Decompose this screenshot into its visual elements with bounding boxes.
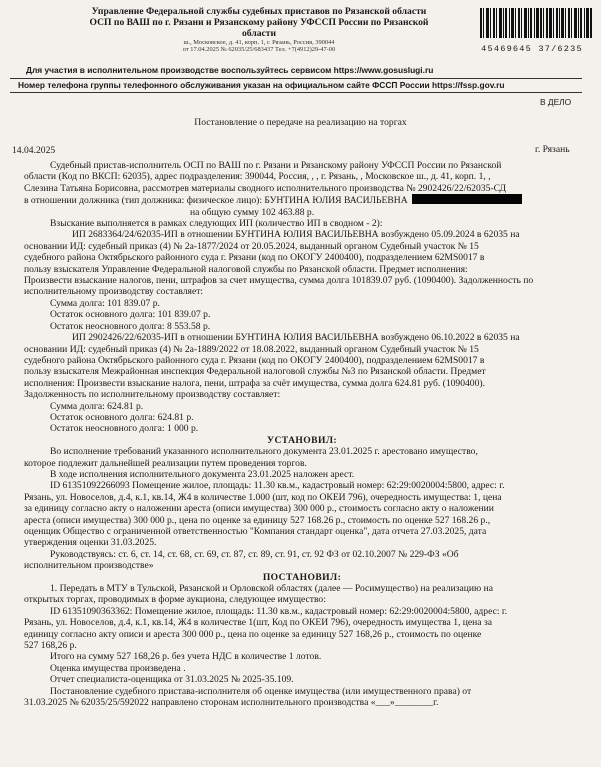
body-line: 31.03.2025 № 62035/25/592022 направлено сторонам исполнительного производства «___»________г.: [24, 697, 439, 709]
debt-other-line: Остаток неосновного долга: 8 553.58 р.: [50, 320, 211, 332]
total-amount-line: на общую сумму 102 463.88 р.: [190, 206, 315, 218]
body-line: Рязань, ул. Новоселов, д.4, к.1, кв.14, Ж4 в количестве 1(шт, Код по ОКЕИ 796), очередность имущества 1, цена за: [24, 617, 493, 629]
body-line: ИП 2902426/22/62035-ИП в отношении БУНТИНА ЮЛИЯ ВАСИЛЬЕВНА возбуждено 06.10.2022 в 62035 на: [72, 332, 520, 344]
body-line: пользу взыскателя Управление Федеральной налоговой службы по Рязанской области. Предмет исполнения:: [24, 263, 468, 275]
debt-sum-line: Сумма долга: 101 839.07 р.: [50, 297, 160, 309]
org-line-1: Управление Федеральной службы судебных приставов по Рязанской области: [91, 6, 427, 17]
body-line: оценщик Общество с ограниченной ответственностью "Компания стандарт оценка", дата отчета 27.03.2025, дата: [24, 526, 487, 537]
barcode-image: [480, 8, 592, 38]
body-line: исполнительному производству составляет:: [24, 286, 204, 298]
body-line: Произвести взыскание налогов, пени, штрафов за счет имущества, сумма долга 101839.07 руб. (1090400). Задолженность по: [24, 275, 534, 287]
body-line: Рязань, ул. Новоселов, д.4, к.1, кв.14, Ж4 в количестве 1.000 (шт, код по ОКЕИ 796), очередность имущества: 1, цена: [24, 491, 502, 503]
body-line: Во исполнение требований указанного исполнительного документа 23.01.2025 г. арестовано имущество,: [50, 446, 478, 458]
body-line: ID 61351092266093 Помещение жилое, площадь: 11.30 кв.м., кадастровый номер: 62:29:0020004:5800, адрес: г.: [50, 480, 505, 492]
document-city: г. Рязань: [535, 144, 570, 155]
debt-sum-line: Сумма долга: 624.81 р.: [50, 400, 144, 412]
debtor-text: в отношении должника (тип должника: физическое лицо): БУНТИНА ЮЛИЯ ВАСИЛЬЕВНА: [24, 195, 408, 207]
body-line: В ходе исполнения исполнительного документа 23.01.2025 наложен арест.: [50, 468, 355, 480]
body-line: 1. Передать в МТУ в Тульской, Рязанской и Орловской областях (далее — Росимущество) на реализацию на: [50, 583, 493, 595]
body-line: области (Код по ВКСП: 62035), адрес подразделения: 390044, Россия, , , г. Рязань, , Московское ш., д. 41, корп. 1, ,: [24, 171, 491, 183]
body-line: открытых торгах, проводимых в форме аукциона, следующее имущество:: [24, 594, 326, 606]
body-line: Судебный пристав-исполнитель ОСП по ВАШ по г. Рязани и Рязанскому району УФССП России по Рязанской: [50, 160, 502, 171]
body-line: основании ИД: судебный приказ (4) № 2а-1889/2022 от 18.08.2022, выданный органом Судебный участок № 15: [24, 343, 479, 355]
document-header: [24, 6, 494, 54]
org-line-3: области: [241, 28, 277, 39]
established-heading: УСТАНОВИЛ:: [267, 434, 337, 446]
body-line: исполнения: Произвести взыскание налога, пени, штрафа за счёт имущества, сумма долга 624.81 руб. (1090400).: [24, 377, 485, 389]
document-body: [24, 160, 580, 709]
body-line: за единицу согласно акту о наложении ареста (описи имущества) 300 000 р., стоимость согласно акту о наложении: [24, 503, 494, 515]
body-line: Постановление судебного пристава-исполнителя об оценке имущества (или имущественного права) от: [50, 685, 472, 697]
body-line: ИП 2683364/24/62035-ИП в отношении БУНТИНА ЮЛИЯ ВАСИЛЬЕВНА возбуждено 05.09.2024 в 62035 на: [72, 229, 520, 241]
body-line: ареста (описи имущества) 300 000 р., цена по оценке за единицу 527 168.26 р., стоимость по оценке 527 168.26 р.,: [24, 514, 491, 526]
body-line: судебного района Октябрьского районного суда г. Рязани (код по ОКОГУ 2400400), подразделением 62MS0017 в: [24, 354, 485, 366]
body-line: утверждения оценки 31.03.2025.: [24, 537, 157, 549]
org-line-2: ОСП по ВАШ по г. Рязани и Рязанскому району УФССП России по Рязанской: [89, 17, 429, 28]
v-delo-label: В ДЕЛО: [540, 97, 572, 107]
body-line: пользу взыскателя Межрайонная инспекция Федеральной налоговой службы №3 по Рязанской области. Предмет: [24, 366, 486, 378]
body-line: Взыскание выполняется в рамках следующих ИП (количество ИП в сводном - 2):: [50, 218, 383, 230]
body-line: которое подлежит дальнейшей реализации путем проведения торгов.: [24, 457, 307, 469]
debt-main-line: Остаток основного долга: 624.81 р.: [50, 411, 194, 423]
body-line: 527 168,26 р.: [24, 640, 77, 652]
barcode-number: 45469645 37/6235: [481, 44, 583, 54]
legal-basis-line: исполнительном производстве»: [24, 560, 154, 572]
body-line: основании ИД: судебный приказ (4) № 2а-1877/2024 от 20.05.2024, выданный органом Судебный участок № 15: [24, 240, 479, 252]
phone-notice: Номер телефона группы телефонного обслуживания указан на официальном сайте ФССП России https://fssp.gov.ru: [18, 80, 505, 90]
org-phone: от 17.04.2025 № 62035/25/683437 Тел. +7(4912)29-47-00: [182, 46, 336, 54]
debt-main-line: Остаток основного долга: 101 839.07 р.: [50, 309, 211, 321]
legal-basis-line: Руководствуясь: ст. 6, ст. 14, ст. 68, ст. 69, ст. 87, ст. 89, ст. 91, ст. 92 ФЗ от 02.10.2007 № 229-ФЗ «Об: [50, 548, 459, 560]
resolved-heading: ПОСТАНОВИЛ:: [262, 571, 342, 583]
appraiser-report-line: Отчет специалиста-оценщика от 31.03.2025 № 2025-35.109.: [50, 674, 294, 686]
debtor-line: [24, 194, 580, 206]
redaction-block: [412, 194, 522, 204]
debt-other-line: Остаток неосновного долга: 1 000 р.: [50, 423, 199, 435]
valuation-line: Оценка имущества произведена .: [50, 662, 186, 674]
body-line: судебного района Октябрьского районного суда г. Рязани (код по ОКОГУ 2400400), подразделением 62MS0017 в: [24, 252, 485, 264]
org-address: ш., Московское, д. 41, корп. 1, г. Рязань, Россия, 390044: [183, 39, 335, 46]
gosuslugi-notice: Для участия в исполнительном производстве воспользуйтесь сервисом https://www.gosuslugi.ru: [26, 65, 434, 75]
body-line: единицу согласно акту описи и ареста 300 000 р., цена по оценке за единицу 527 168,26 р., стоимость по оценке: [24, 628, 482, 640]
document-title: Постановление о передаче на реализацию на торгах: [194, 117, 407, 128]
total-lots-line: Итого на сумму 527 168,26 р. без учета НДС в количестве 1 лотов.: [50, 651, 322, 663]
body-line: ID 61351090363362: Помещение жилое, площадь: 11.30 кв.м., кадастровый номер: 62:29:0020004:5800, адрес: г.: [50, 605, 508, 617]
document-date: 14.04.2025: [12, 145, 56, 156]
header-divider-top: [10, 78, 582, 79]
header-divider-bottom: [10, 92, 582, 93]
body-line: Задолженность по исполнительному производству составляет:: [24, 389, 281, 401]
body-line: Слезина Татьяна Борисовна, рассмотрев материалы сводного исполнительного производства № 2902426/22/62035-СД: [24, 182, 507, 194]
